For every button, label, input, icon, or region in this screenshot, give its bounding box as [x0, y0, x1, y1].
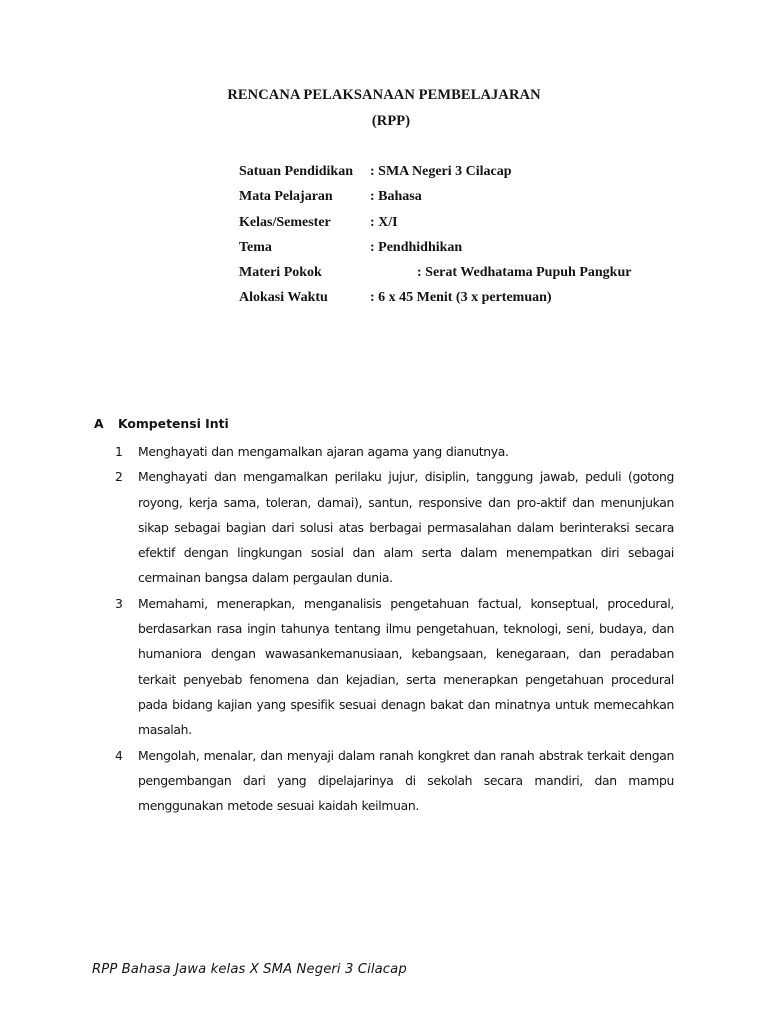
list-item	[94, 743, 684, 819]
list-number: 4	[115, 747, 123, 763]
identity-row-kelas-semester	[239, 213, 699, 238]
list-text: Mengolah, menalar, dan menyaji dalam ranah kongkret dan ranah abstrak terkait dengan pengembangan dari yang dipelajarinya di sekolah secara mandiri, dan mampu menggunakan metode sesuai kaidah keilmuan.	[138, 747, 674, 814]
identity-value: : X/I	[370, 214, 398, 230]
identity-row-satuan-pendidikan	[239, 162, 699, 187]
list-text: Menghayati dan mengamalkan perilaku jujur, disiplin, tanggung jawab, peduli (gotong royong, kerja sama, toleran, damai), santun, responsive dan pro-aktif dan menunjukan sikap sebagai bagian dari solusi atas berbagai permasalahan dalam berinteraksi secara efektif dengan lingkungan sosial dan alam serta dalam menempatkan diri sebagai cermainan bangsa dalam pergaulan dunia.	[138, 469, 674, 586]
list-text: Menghayati dan mengamalkan ajaran agama yang dianutnya.	[138, 444, 509, 459]
identity-value: : Pendhidhikan	[370, 239, 463, 255]
list-number: 1	[115, 444, 123, 459]
section-title: Kompetensi Inti	[118, 416, 229, 431]
list-text: Memahami, menerapkan, menganalisis pengetahuan factual, konseptual, procedural, berdasarkan rasa ingin tahunya tentang ilmu pengetahuan, teknologi, seni, budaya, dan humaniora dengan wawasankemanusiaan, kebangsaan, kenegaraan, dan peradaban terkait penyebab fenomena dan kejadian, serta menerapkan pengetahuan procedural pada bidang kajian yang spesifik sesuai denagn bakat dan minatnya untuk memecahkan masalah.	[138, 595, 674, 738]
identity-value: : 6 x 45 Menit (3 x pertemuan)	[370, 290, 552, 306]
section-letter: A	[94, 416, 104, 431]
identity-label: Mata Pelajaran	[239, 189, 333, 205]
identity-value: : Serat Wedhatama Pupuh Pangkur	[417, 265, 632, 281]
section-heading	[94, 415, 684, 435]
competency-list	[94, 439, 684, 818]
list-item	[94, 591, 684, 743]
identity-table	[239, 162, 699, 314]
identity-label: Alokasi Waktu	[239, 290, 328, 306]
document-title: RENCANA PELAKSANAAN PEMBELAJARAN	[227, 87, 541, 103]
identity-label: Tema	[239, 239, 272, 255]
identity-row-materi-pokok	[239, 263, 699, 288]
list-item	[94, 464, 684, 590]
section-kompetensi-inti	[94, 415, 684, 818]
identity-row-mata-pelajaran	[239, 187, 699, 212]
identity-row-tema	[239, 238, 699, 263]
identity-value: : SMA Negeri 3 Cilacap	[370, 164, 512, 179]
identity-label: Materi Pokok	[239, 265, 322, 281]
list-item	[94, 439, 684, 464]
document-subtitle: (RPP)	[371, 113, 411, 129]
list-number: 2	[115, 469, 123, 485]
identity-row-alokasi-waktu	[239, 288, 699, 313]
list-number: 3	[115, 595, 123, 611]
page-footer: RPP Bahasa Jawa kelas X SMA Negeri 3 Cilacap	[92, 962, 407, 977]
identity-value: : Bahasa	[370, 189, 422, 205]
identity-label: Satuan Pendidikan	[239, 164, 353, 179]
identity-label: Kelas/Semester	[239, 214, 331, 230]
